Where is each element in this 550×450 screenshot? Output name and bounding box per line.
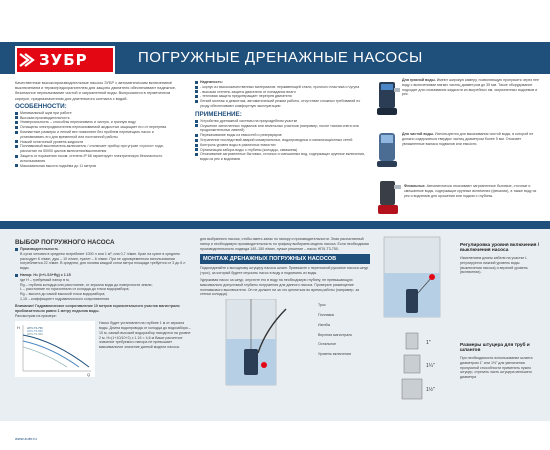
mounting-title: МОНТАЖ ДРЕНАЖНЫХ ПОГРУЖНЫХ НАСОСОВ — [200, 254, 370, 264]
list-item-text: Надежность: — [200, 80, 223, 84]
fitting-segment-3 — [402, 379, 422, 399]
list-item-text: Устройство дренажной системы на приусадебном участке — [200, 118, 298, 123]
bullet-icon — [15, 112, 18, 115]
bullet-icon — [195, 144, 198, 147]
list-item-text: Оснащены электродвигателем перекачиваемой жидкостью защищает его от перегрева — [20, 125, 167, 130]
diagram-label: Верхняя магистраль — [318, 332, 353, 337]
head-definition: L – расстояние по горизонтали от колодца до точки водоразбора; — [20, 287, 130, 292]
fitting-segment-2 — [404, 355, 420, 373]
bullet-icon — [195, 124, 198, 127]
level-text-block — [460, 243, 542, 275]
clean-water-description — [402, 132, 540, 146]
bullet-icon — [195, 120, 198, 123]
level-float-icon — [429, 274, 435, 280]
list-item — [195, 99, 365, 109]
mounting-text-1: Подсоединяйте к выходному штуцеру насоса шланг. Привяжите к переносной рукоятке насоса шнур (трос), за который будете опускать насос в воду и поднимать из воды. — [200, 266, 369, 276]
selection-title: ВЫБОР ПОГРУЖНОГО НАСОСА — [15, 239, 115, 246]
list-item-text: - высокая степень защиты двигателя от попадания влаги — [200, 89, 296, 94]
list-item-text: Контроль уровня воды в различных емкостях — [200, 142, 276, 147]
productivity-block — [15, 247, 193, 271]
hydraulic-note: Внимание! Гидравлическое сопротивление 10 метров горизонтального участка магистрали приблизительно равно 1 метру подъема воды. — [15, 303, 180, 313]
list-item-text: Низкий остаточный уровень жидкости — [20, 139, 84, 144]
list-item — [15, 144, 177, 154]
list-item-text: Высокая производительность — [20, 115, 70, 120]
list-item-text: Устранение последствий аварий коммунальных, водопроводных и канализационных сетей — [200, 137, 353, 142]
fitting-diagram — [376, 327, 454, 417]
bullet-icon — [15, 121, 18, 124]
list-item-text: Перекачивание воды из емкостей и резервуаров — [200, 133, 282, 138]
list-item-text: - корпус из высококачественных материалов: нержавеющей стали, прочного пластика и чугуна — [200, 84, 360, 89]
diagram-pump-icon — [244, 349, 258, 375]
bullet-icon — [195, 139, 198, 142]
list-item — [15, 164, 177, 169]
head-definitions — [20, 278, 152, 302]
header-band — [0, 42, 550, 74]
selection-column — [15, 237, 193, 399]
bullet-icon — [195, 134, 198, 137]
bullet-icon — [15, 140, 18, 143]
diagram-label: Трос — [318, 303, 326, 308]
productivity-title: Производительность — [20, 247, 59, 251]
lower-section — [0, 229, 550, 421]
dirty-water-text: Имеют широкую камеру, позволяющую пропускать через нее воду с включениями мягких частиц диаметром до 35 мм. Такое оборудование подходит для откачивания жидкости из выгребных ям, загрязненных водоемов и рек. — [402, 78, 540, 97]
list-item-text: Максимальная высота подъёма до 11 метров — [20, 163, 96, 168]
dirty-water-pump-image — [372, 78, 402, 118]
chart-x-label: Q — [87, 372, 91, 378]
brand-logo — [15, 46, 115, 74]
diagram-label: Остальное — [318, 342, 337, 347]
bullet-icon — [15, 131, 18, 134]
list-item-text: Организация забора воды с глубины (колодцы, скважины) — [200, 147, 298, 152]
list-item — [15, 130, 177, 140]
diagram-label: Уровень включения — [318, 352, 351, 357]
calc-block — [15, 319, 193, 399]
mounting-column — [200, 237, 370, 389]
well-diagram — [206, 299, 316, 387]
list-item-text: Защита от поражения током: степень IP 68 гарантирует электрическую безопасность использования — [20, 153, 163, 163]
fittings-title: Размеры штуцера для труб и шлангов — [460, 343, 530, 353]
bullet-icon — [195, 90, 198, 93]
list-item-text: Осушение затопленных подвалов или земельных участков (например, после таяния снега или продолжительных ливней) — [200, 123, 359, 133]
fittings-text-block — [460, 343, 542, 380]
clean-water-label: Для чистой воды. — [402, 132, 435, 136]
list-item-text: Компактные размеры и легкий вес позволяют без проблем перемещать насос и устанавливать его для временной или постоянной работы — [20, 130, 154, 139]
list-item — [195, 152, 365, 162]
bullet-icon — [15, 248, 18, 251]
bullet-icon — [15, 155, 18, 158]
level-pump-icon — [406, 289, 418, 313]
footer-url[interactable]: www.zubr.ru — [15, 436, 37, 441]
list-item — [15, 154, 177, 164]
legend-750: НПЧ-Т3-750 — [27, 326, 43, 331]
pump-types-column — [372, 72, 540, 217]
fitting-segment-1 — [406, 333, 418, 349]
diagram-label: Поплавок — [318, 312, 335, 317]
fitting-size-1: 1" — [426, 340, 431, 346]
intro-column — [15, 80, 177, 168]
list-item-text: - тепловая защита предотвращает перегрев двигателя — [200, 94, 292, 99]
head-block — [15, 273, 193, 302]
list-item-text: Поплавковый выключатель-включатель / отключает прибор при угрозе «сухого» хода, рассчитан на 50000 циклов включения/выключения — [20, 144, 164, 154]
performance-chart — [15, 321, 95, 377]
list-item-text: Легкий монтаж и демонтаж, автоматический режим работы, отсутствие сложных требований по уходу обеспечивают комфортную эксплуатацию — [200, 99, 361, 108]
level-adjust-diagram — [376, 233, 454, 319]
chart-y-label: Н — [17, 325, 20, 331]
application-title: ПРИМЕНЕНИЕ: — [195, 110, 242, 118]
legend-550: НПЧ-Т3-550 — [27, 329, 43, 334]
head-definition: Rg – глубина колодца или расстояние, от зеркала воды до поверхности земли; — [20, 282, 153, 287]
list-item-text: Минимальный шум при работе — [20, 110, 72, 115]
fecal-pump-image — [372, 177, 404, 217]
dirty-water-label: Для грязной воды. — [402, 78, 436, 82]
bullet-icon — [15, 274, 18, 277]
head-definition: где Н – требуемый напор в м, — [20, 277, 70, 282]
features-list — [15, 111, 177, 169]
fecal-text: Автоматически откачивают загрязненные бытовые, сточные и смешанные воды, содержащие крупные включения (фекалии), а также воду из рек и водоемов для орошения или подачи с глубины. — [404, 184, 537, 198]
bullet-icon — [15, 116, 18, 119]
head-definition: 1,15 – коэффициент гидравлического сопротивления — [20, 296, 110, 301]
productivity-text: В сутки человек в среднем потребляет 1000 л или 1 м³, или 0,7 л/мин. Кран на кухне в среднем расходует 6 л/мин, душ – 10 л/мин, туалет – 6 л/мин. При не одновременном использовании потребляется 22 л/мин. В среднем, для полива каждой сотки метра площади требуется от 3 до 6 л воды. — [20, 251, 186, 271]
fitting-size-2: 1¼" — [426, 363, 435, 369]
model-choice-text: для выбранного насоса, чтобы иметь запас по напору и производительности. Зная рассчитанный напор и необходимую производительность по графику выбираем модель насоса. Если необходимая производительность подвода 140–150 л/мин, лучше решение – насос НПЧ-Т3-750. — [200, 237, 369, 251]
bullet-icon — [15, 164, 18, 167]
bullet-icon — [195, 148, 198, 151]
float-switch-icon — [261, 362, 267, 368]
bullet-icon — [15, 126, 18, 129]
bullet-icon — [195, 100, 198, 103]
clean-water-text: Используются для выкачивания чистой воды, в которой не должно содержаться твердых частиц диаметром более 5 мм. Откачает увлажненные выпаса подвалов или емкости. — [402, 132, 534, 146]
calc-text: Насос будет установлен на глубине 1 м от зеркала воды. Длина водопровода от колодца до водозабора – 10 м, самый высокий водоразбор находится на уровне 2 м. H=(1+10/10+2) x 1.15 = 4,6 м Ваше расчетное значение требуемого напора не превышает максимальное значение данной модели насоса. — [99, 321, 191, 350]
list-item-text: Универсальность – способны перекачивать и чистую, и грязную воду — [20, 120, 136, 125]
intro-text: Качественные высокопроизводительные насосы ЗУБР с автоматическим включением/выключением и термопредохранителем для защиты двигателя обеспечивают надежное, безопасное перекачивание чистой и загрязненной воды. Выпускаются в герметичном корпусе, предназначенном для длительного контакта с водой. — [15, 80, 177, 101]
bullet-icon — [195, 153, 198, 156]
bullet-icon — [195, 81, 198, 84]
fitting-size-3: 1½" — [426, 387, 435, 393]
legend-400: НПЧ-Т3-400 — [27, 332, 43, 337]
fittings-text: При необходимости использование шланга диаметром 1" или 1½" для увеличения пропускной способности применять нужно штуцер, отрезать часть штуцера меньшего диаметра — [460, 356, 533, 380]
clean-water-pump-image — [372, 130, 402, 170]
calc-example-label: Рассмотрим на примере: — [15, 314, 57, 319]
head-definition: Rg – высота до самой высокой точки водоразбора; — [20, 292, 106, 297]
fecal-description — [404, 184, 540, 198]
dirty-water-description — [402, 78, 540, 97]
application-list — [195, 119, 365, 162]
brand-name: ЗУБР — [39, 51, 88, 69]
bullet-icon — [195, 95, 198, 98]
adjustment-column — [376, 233, 542, 419]
mounting-diagram — [200, 299, 370, 389]
level-title: Регулировка уровня включения / выключения насоса — [460, 243, 540, 253]
features-title: ОСОБЕННОСТИ: — [15, 102, 67, 110]
diagram-label: Изгибы — [318, 322, 331, 327]
bullet-icon — [15, 145, 18, 148]
fecal-label: Фекальные. — [404, 184, 426, 188]
list-item — [195, 124, 365, 134]
section-divider — [0, 221, 550, 229]
level-text: Изменением длины кабеля на участке L регулируется нижний уровень воды (выключения насоса) и верхний уровень (включения). — [460, 256, 528, 275]
benefits-column — [195, 80, 365, 162]
diagram-labels — [318, 303, 370, 362]
head-formula: Напор: H= (h+L/10+Rg) x 1.15 — [20, 272, 71, 277]
mounting-text-2: Удерживая насос за шнур, опустите его в воду на необходимую глубину, не превышающую максимально допустимой глубины погружения для данного насоса. Проверьте размещение поплавкового выключателя. Он не должен ни за что цепляться во время работы (например, за стенки колодца). — [200, 277, 360, 297]
reliability-list — [195, 80, 365, 109]
brand-logo-icon — [17, 50, 39, 70]
bullet-icon — [195, 86, 198, 89]
list-item-text: Откачивание загрязненных бытовых, сточных и смешанных вод, содержащих крупные включения, воды из рек и водоемов — [200, 152, 365, 162]
page-title: ПОГРУЖНЫЕ ДРЕНАЖНЫЕ НАСОСЫ — [138, 49, 423, 66]
